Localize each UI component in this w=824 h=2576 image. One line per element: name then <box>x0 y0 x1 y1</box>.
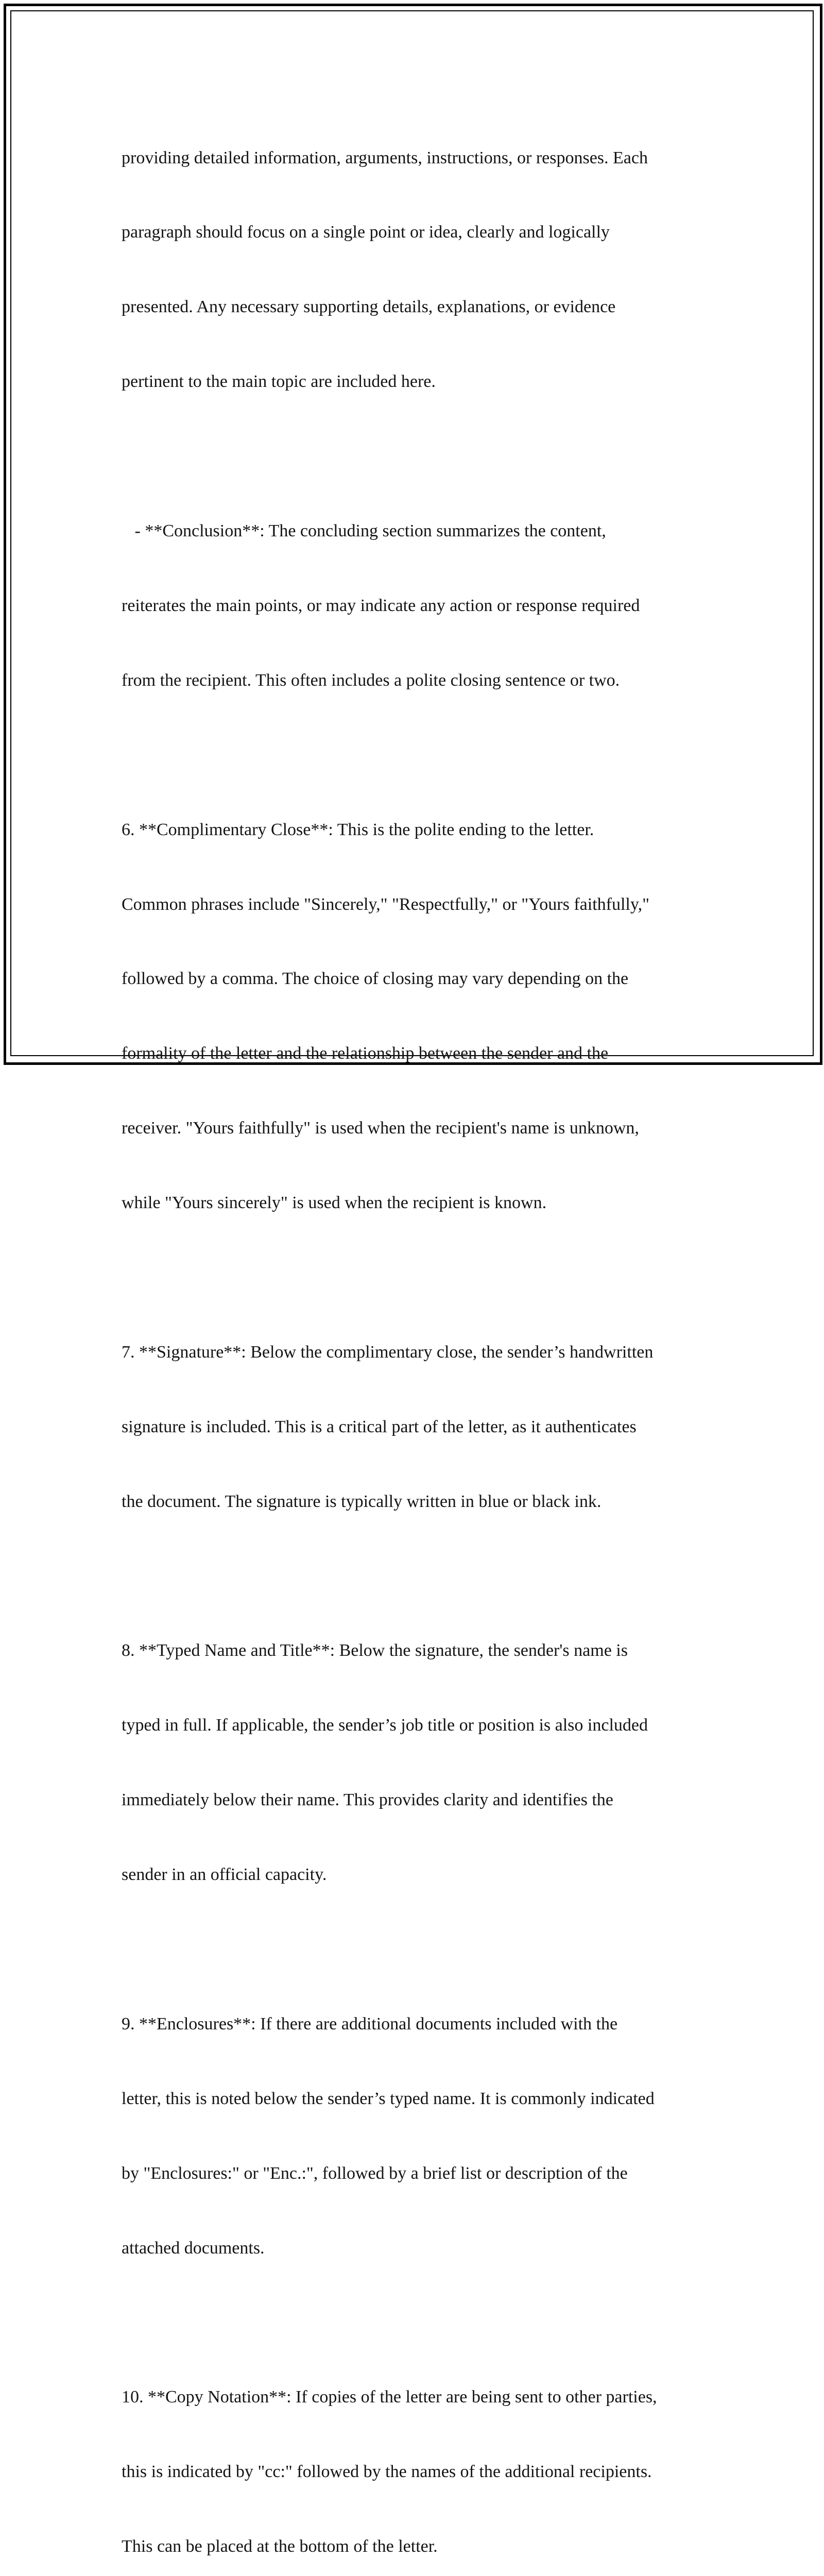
text-line: from the recipient. This often includes a polite closing sentence or two. <box>122 670 620 690</box>
paragraph-conclusion <box>122 469 709 742</box>
text-line: 8. **Typed Name and Title**: Below the signature, the sender's name is <box>122 1641 628 1660</box>
text-line: signature is included. This is a critical part of the letter, as it authenticates <box>122 1417 637 1436</box>
text-line: while "Yours sincerely" is used when the recipient is known. <box>122 1193 547 1213</box>
text-line: Common phrases include "Sincerely," "Respectfully," or "Yours faithfully," <box>122 894 650 914</box>
text-line: pertinent to the main topic are included here. <box>122 372 436 392</box>
text-line: providing detailed information, arguments, instructions, or responses. Each <box>122 148 648 167</box>
document-body <box>122 96 709 2576</box>
text-line: letter, this is noted below the sender’s typed name. It is commonly indicated <box>122 2089 655 2108</box>
text-line: typed in full. If applicable, the sender’s job title or position is also included <box>122 1716 648 1735</box>
paragraph-enclosures <box>122 1962 709 2310</box>
text-line: formality of the letter and the relationship between the sender and the <box>122 1044 609 1063</box>
text-line: 10. **Copy Notation**: If copies of the letter are being sent to other parties, <box>122 2387 657 2407</box>
paragraph-body-continuation <box>122 96 709 444</box>
paragraph-copy-notation <box>122 2335 709 2576</box>
text-line: attached documents. <box>122 2238 265 2258</box>
text-line: 6. **Complimentary Close**: This is the polite ending to the letter. <box>122 820 594 839</box>
text-line: paragraph should focus on a single point or idea, clearly and logically <box>122 223 610 242</box>
text-line: presented. Any necessary supporting details, explanations, or evidence <box>122 297 616 317</box>
text-line: - **Conclusion**: The concluding section summarizes the content, <box>122 521 606 541</box>
paragraph-signature <box>122 1290 709 1564</box>
paragraph-typed-name-title <box>122 1589 709 1937</box>
text-line: receiver. "Yours faithfully" is used when the recipient's name is unknown, <box>122 1118 639 1138</box>
text-line: 9. **Enclosures**: If there are additional documents included with the <box>122 2014 618 2033</box>
paragraph-complimentary-close <box>122 768 709 1265</box>
text-line: immediately below their name. This provides clarity and identifies the <box>122 1790 613 1810</box>
text-line: the document. The signature is typically written in blue or black ink. <box>122 1492 602 1511</box>
text-line: followed by a comma. The choice of closing may vary depending on the <box>122 969 629 989</box>
text-line: This can be placed at the bottom of the letter. <box>122 2537 438 2556</box>
text-line: by "Enclosures:" or "Enc.:", followed by a brief list or description of the <box>122 2163 628 2183</box>
text-line: reiterates the main points, or may indicate any action or response required <box>122 596 640 615</box>
text-line: sender in an official capacity. <box>122 1865 327 1885</box>
text-line: this is indicated by "cc:" followed by the names of the additional recipients. <box>122 2462 652 2482</box>
text-line: 7. **Signature**: Below the complimentary close, the sender’s handwritten <box>122 1342 654 1362</box>
